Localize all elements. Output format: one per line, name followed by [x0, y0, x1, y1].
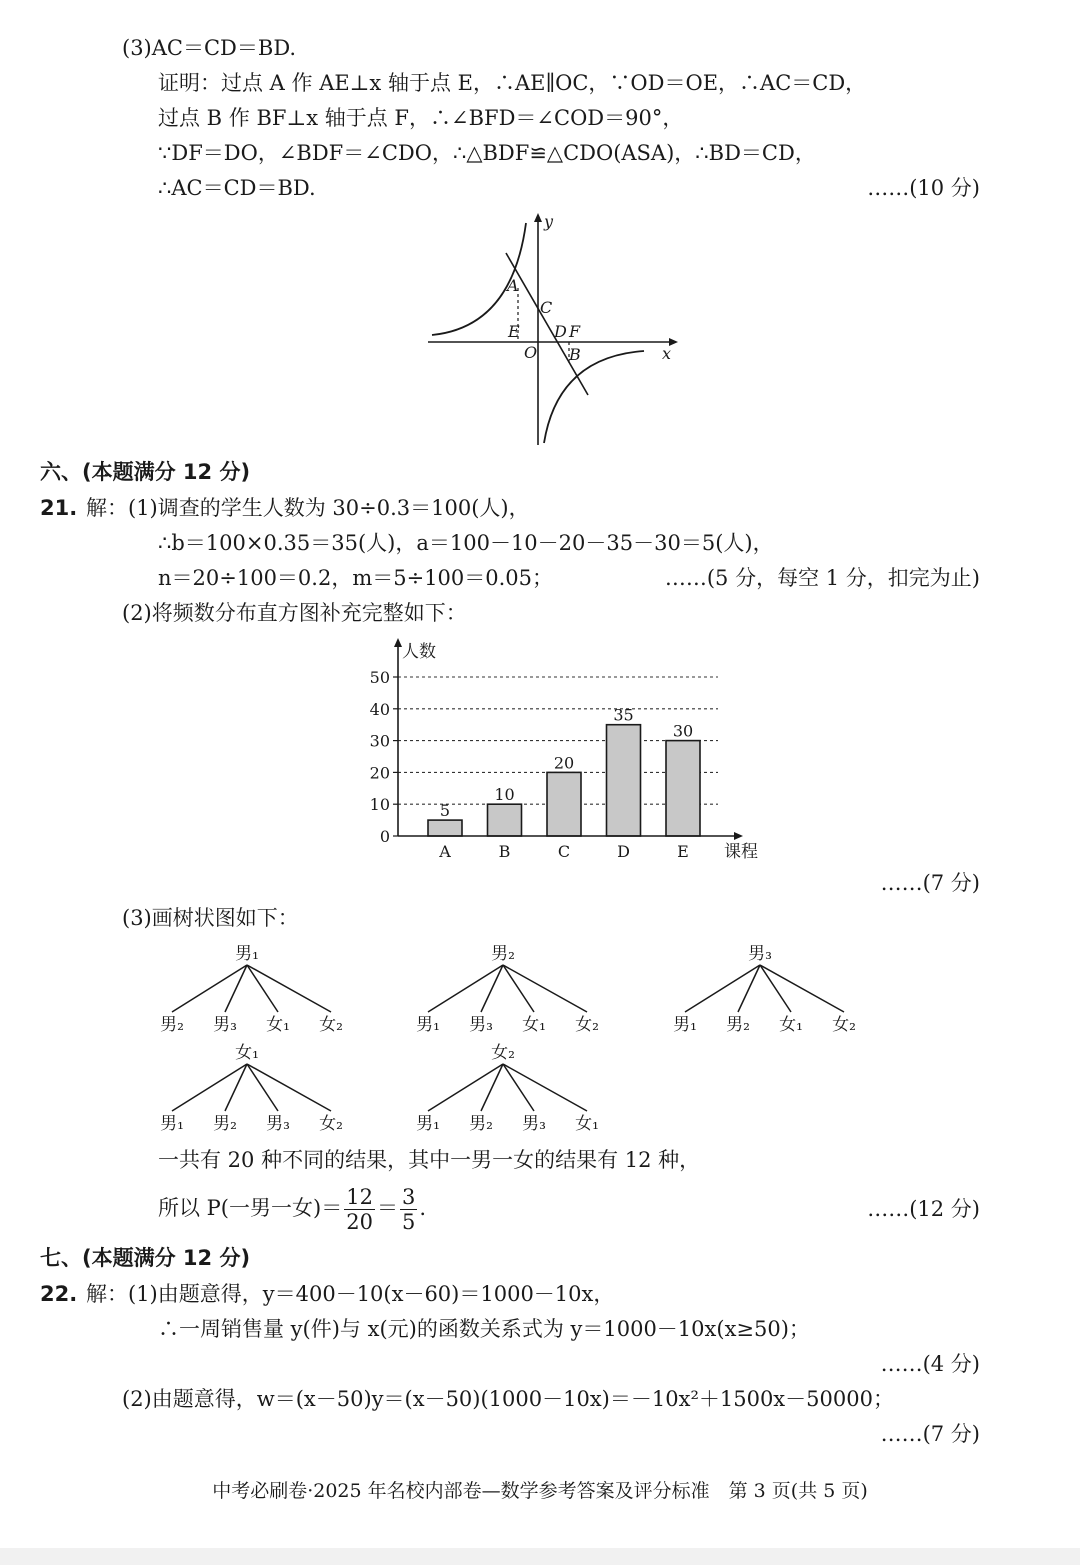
tree-branch [503, 965, 534, 1012]
tree-root: 男₁ [235, 944, 259, 964]
tree-leaf: 女₁ [779, 1015, 803, 1035]
tree-leaf: 男₃ [213, 1015, 237, 1035]
bar-value-B: 10 [494, 785, 515, 805]
tree-root: 女₁ [235, 1043, 259, 1063]
tree-leaf: 男₁ [160, 1114, 184, 1134]
y-tick-label-20: 20 [369, 763, 390, 783]
bar-D [607, 725, 641, 836]
frac2-numerator: 3 [401, 1185, 416, 1209]
tree-leaf: 男₂ [469, 1114, 493, 1134]
score-q21-1: ……(5 分，每空 1 分，扣完为止) [664, 566, 980, 590]
tree-leaf: 男₂ [213, 1114, 237, 1134]
tree-4 [160, 1043, 343, 1134]
frac1-denominator: 20 [346, 1210, 373, 1234]
label-F: F [569, 322, 581, 341]
score-q22-1: ……(4 分) [880, 1352, 980, 1376]
hyperbola-graph [420, 205, 690, 450]
q22-line-1: 解：(1)由题意得，y＝400－10(x－60)＝1000－10x， [86, 1282, 615, 1306]
section7-header: 七、(本题满分 12 分) [40, 1246, 251, 1270]
q21-number: 21. [40, 496, 78, 520]
tree-1 [160, 944, 343, 1035]
chart-y-arrow [394, 638, 402, 647]
prob-prefix: 所以 P(一男一女)＝ [158, 1196, 343, 1220]
section6-header: 六、(本题满分 12 分) [40, 460, 251, 484]
chart-x-label: 课程 [724, 842, 758, 862]
proof-line-1: 证明：过点 A 作 AE⊥x 轴于点 E，∴AE∥OC，∵OD＝OE，∴AC＝CD， [158, 71, 867, 95]
label-A: A [507, 276, 519, 295]
tree-branch [247, 1064, 278, 1111]
hyperbola-branch-4 [544, 351, 644, 443]
fraction-3-5 [400, 1185, 417, 1234]
chart-y-label: 人数 [402, 642, 436, 662]
tree-root: 男₃ [748, 944, 772, 964]
frac1-numerator: 12 [346, 1185, 373, 1209]
q21-line-3: n＝20÷100＝0.2，m＝5÷100＝0.05； [158, 566, 554, 590]
y-tick-label-30: 30 [369, 731, 390, 751]
x-tick-label-D: D [617, 842, 630, 861]
tree-branch [503, 1064, 534, 1111]
label-B: B [569, 345, 581, 364]
y-tick-label-10: 10 [369, 795, 390, 815]
y-tick-label-40: 40 [369, 699, 390, 719]
tree-leaf: 男₁ [416, 1114, 440, 1134]
y-tick-label-50: 50 [369, 668, 390, 687]
bar-value-E: 30 [672, 721, 694, 741]
bar-value-D: 35 [613, 705, 634, 725]
frequency-histogram [350, 633, 780, 868]
tree-leaf: 女₂ [319, 1114, 343, 1134]
q22-line-2: ∴一周销售量 y(件)与 x(元)的函数关系式为 y＝1000－10x(x≥50)； [158, 1317, 810, 1341]
tree-root: 女₂ [491, 1043, 515, 1063]
q21-probability [158, 1182, 426, 1234]
tree-leaf: 男₁ [416, 1015, 440, 1035]
bar-E [666, 741, 700, 836]
x-tick-label-A: A [439, 842, 451, 861]
q21-line-2: ∴b＝100×0.35＝35(人)，a＝100－10－20－35－30＝5(人)， [158, 531, 774, 555]
q22-line-3: (2)由题意得，w＝(x－50)y＝(x－50)(1000－10x)＝－10x²＋1500x－50000； [122, 1387, 894, 1411]
y-label: y [544, 212, 554, 231]
tree-leaf: 男₃ [522, 1114, 546, 1134]
proof-line-4: ∴AC＝CD＝BD. [158, 176, 316, 200]
frac2-denominator: 5 [401, 1210, 416, 1234]
tree-leaf: 女₁ [575, 1114, 599, 1134]
tree-branch [247, 965, 278, 1012]
fraction-12-20 [344, 1185, 375, 1234]
tree-leaf: 男₃ [266, 1114, 290, 1134]
proof-line-2: 过点 B 作 BF⊥x 轴于点 F，∴∠BFD＝∠COD＝90°， [158, 106, 684, 130]
score-q21-3: ……(12 分) [867, 1197, 980, 1221]
tree-branch [247, 1064, 331, 1111]
x-tick-label-C: C [557, 842, 571, 861]
q22-number: 22. [40, 1282, 78, 1306]
bar-value-A: 5 [439, 801, 451, 821]
tree-leaf: 女₂ [832, 1015, 856, 1035]
score-q21-2: ……(7 分) [880, 871, 980, 895]
proof-line-3: ∵DF＝DO，∠BDF＝∠CDO，∴△BDF≌△CDO(ASA)，∴BD＝CD， [158, 141, 816, 165]
prob-end: . [419, 1196, 426, 1220]
bar-C [547, 772, 581, 836]
q21-part2: (2)将频数分布直方图补充完整如下： [122, 601, 467, 625]
label-D: D [554, 322, 567, 341]
tree-branch [760, 965, 844, 1012]
tree-leaf: 女₁ [266, 1015, 290, 1035]
page-footer: 中考必刷卷·2025 年名校内部卷—数学参考答案及评分标准 第 3 页(共 5 页) [212, 1480, 868, 1502]
tree-2 [416, 944, 599, 1035]
score-part3: ……(10 分) [867, 176, 980, 200]
tree-branch [247, 965, 331, 1012]
x-label: x [662, 344, 672, 363]
bar-A [428, 820, 462, 836]
label-C: C [540, 298, 553, 317]
bottom-band [0, 1548, 1080, 1565]
label-E: E [508, 322, 520, 341]
tree-leaf: 女₂ [575, 1015, 599, 1035]
y-tick-label-0: 0 [379, 827, 390, 846]
tree-leaf: 女₁ [522, 1015, 546, 1035]
label-O: O [524, 343, 538, 362]
bar-value-C: 20 [553, 753, 575, 773]
q21-line-1: 解：(1)调查的学生人数为 30÷0.3＝100(人)， [86, 496, 530, 520]
tree-leaf: 女₂ [319, 1015, 343, 1035]
chart-x-arrow [734, 832, 743, 840]
x-tick-label-E: E [677, 842, 689, 861]
tree-diagrams [150, 935, 880, 1145]
tree-leaf: 男₂ [160, 1015, 184, 1035]
tree-leaf: 男₂ [726, 1015, 750, 1035]
tree-leaf: 男₃ [469, 1015, 493, 1035]
bar-B [488, 804, 522, 836]
tree-root: 男₂ [491, 944, 515, 964]
tree-branch [760, 965, 791, 1012]
tree-3 [673, 944, 856, 1035]
score-q22-2: ……(7 分) [880, 1422, 980, 1446]
y-axis-arrow [534, 213, 542, 222]
x-tick-label-B: B [498, 842, 511, 861]
part3-title: (3)AC＝CD＝BD. [122, 36, 297, 60]
q21-conclusion: 一共有 20 种不同的结果，其中一男一女的结果有 12 种， [158, 1148, 701, 1172]
tree-branch [503, 965, 587, 1012]
tree-leaf: 男₁ [673, 1015, 697, 1035]
prob-equals: ＝ [376, 1196, 398, 1220]
tree-5 [416, 1043, 599, 1134]
q21-part3: (3)画树状图如下： [122, 906, 299, 930]
tree-branch [503, 1064, 587, 1111]
